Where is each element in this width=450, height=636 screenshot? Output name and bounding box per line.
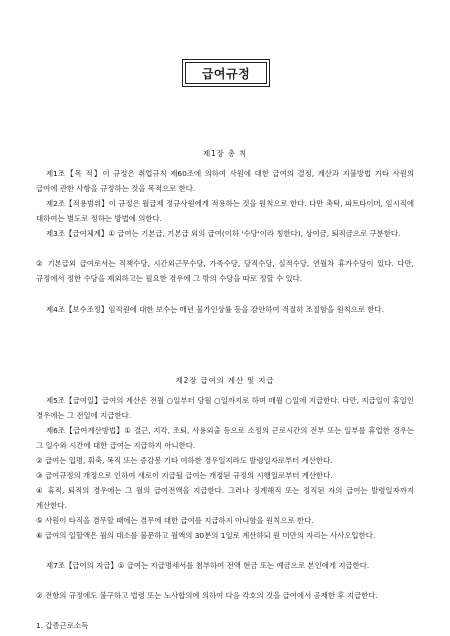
chapter-1-heading: 제1장 총 칙: [202, 149, 248, 158]
article-6-clause-5: ⑤ 사원이 타직을 겸무할 때에는 겸무에 대한 급여를 지급하지 아니함을 원칙으로 한다.: [36, 516, 314, 525]
article-6-clause-2: ② 급여는 입명, 휘축, 복직 또는 증감봉 기타 여하한 경우일지라도 발령일자로부터 계산한다.: [36, 456, 333, 465]
article-5: 제5조【급여일】급여의 계산은 전월 ○일부터 당월 ○일까지로 하며 매월 ○일에 지급한다. 다만, 지급일이 휴일인 경우에는 그 전일에 지급한다.: [36, 396, 414, 421]
article-6-clause-3: ③ 급여규정의 개정으로 인하여 새로이 지급될 급여는 개정된 규정의 시행일로부터 계산한다.: [36, 471, 333, 480]
article-3: 제3조【급여체계】① 급여는 기본급, 기본급 외의 급여(이하 '수당'이라 칭한다), 상여금, 퇴직금으로 구분한다.: [46, 229, 401, 238]
chapter-2-heading: 제2장 급여의 계산 및 지급: [175, 376, 275, 385]
article-6-clause-6: ⑥ 급여의 일할액은 월의 대소를 불문하고 월액의 30분의 1일로 계산하되 원 미만의 자리는 사사오입한다.: [36, 531, 376, 540]
article-7-clause-2: ② 전항의 규정에도 불구하고 법령 또는 노사합의에 의하여 다음 각호의 것을 급여에서 공제한 후 지급한다.: [36, 591, 378, 600]
article-1: 제1조【목 적】이 규정은 취업규칙 제60조에 의하여 사원에 대한 급여의 결정, 계산과 지불방법 기타 사원의 급여에 관한 사항을 규정하는 것을 목적으로 한다.: [36, 169, 414, 194]
document-title: 급여규정: [185, 62, 267, 84]
article-7-item-1: 1. 갑종근로소득: [36, 621, 89, 630]
article-6: 제6조【급여계산방법】① 결근, 지각, 조퇴, 사용외출 등으로 소정의 근로시간의 전부 또는 일부를 휴업한 경우는 그 일수와 시간에 대한 급여는 지급하지 아니한다.: [36, 426, 414, 451]
article-3-clause-2: ② 기본급외 급여로서는 직책수당, 시간외근무수당, 가족수당, 당직수당, 실적수당, 연월차 휴가수당이 있다. 다만, 규정에서 정한 수당을 제외하고는 필요한 경우에 그 밖의 수당을 따로 정할 수 있다.: [36, 259, 414, 284]
article-4: 제4조【보수조정】임직원에 대한 보수는 매년 물가인상률 등을 감안하여 적절히 조절함을 원칙으로 한다.: [46, 305, 385, 314]
article-6-clause-4: ④ 휴직, 퇴직의 경우에는 그 월의 급여전액을 지급한다. 그러나 징계해직 또는 정직된 자의 급여는 발령일자까지 계산한다.: [36, 486, 414, 511]
article-2: 제2조【적용범위】이 규정은 월급제 정규사원에게 적용하는 것을 원칙으로 한다. 다만 촉탁, 파트타이머, 임시직에 대하여는 별도로 정하는 방법에 의한다.: [36, 199, 414, 224]
article-7: 제7조【급여의 지급】① 급여는 지급명세서를 첨부하여 전액 현금 또는 예금으로 본인에게 지급한다.: [46, 561, 370, 570]
